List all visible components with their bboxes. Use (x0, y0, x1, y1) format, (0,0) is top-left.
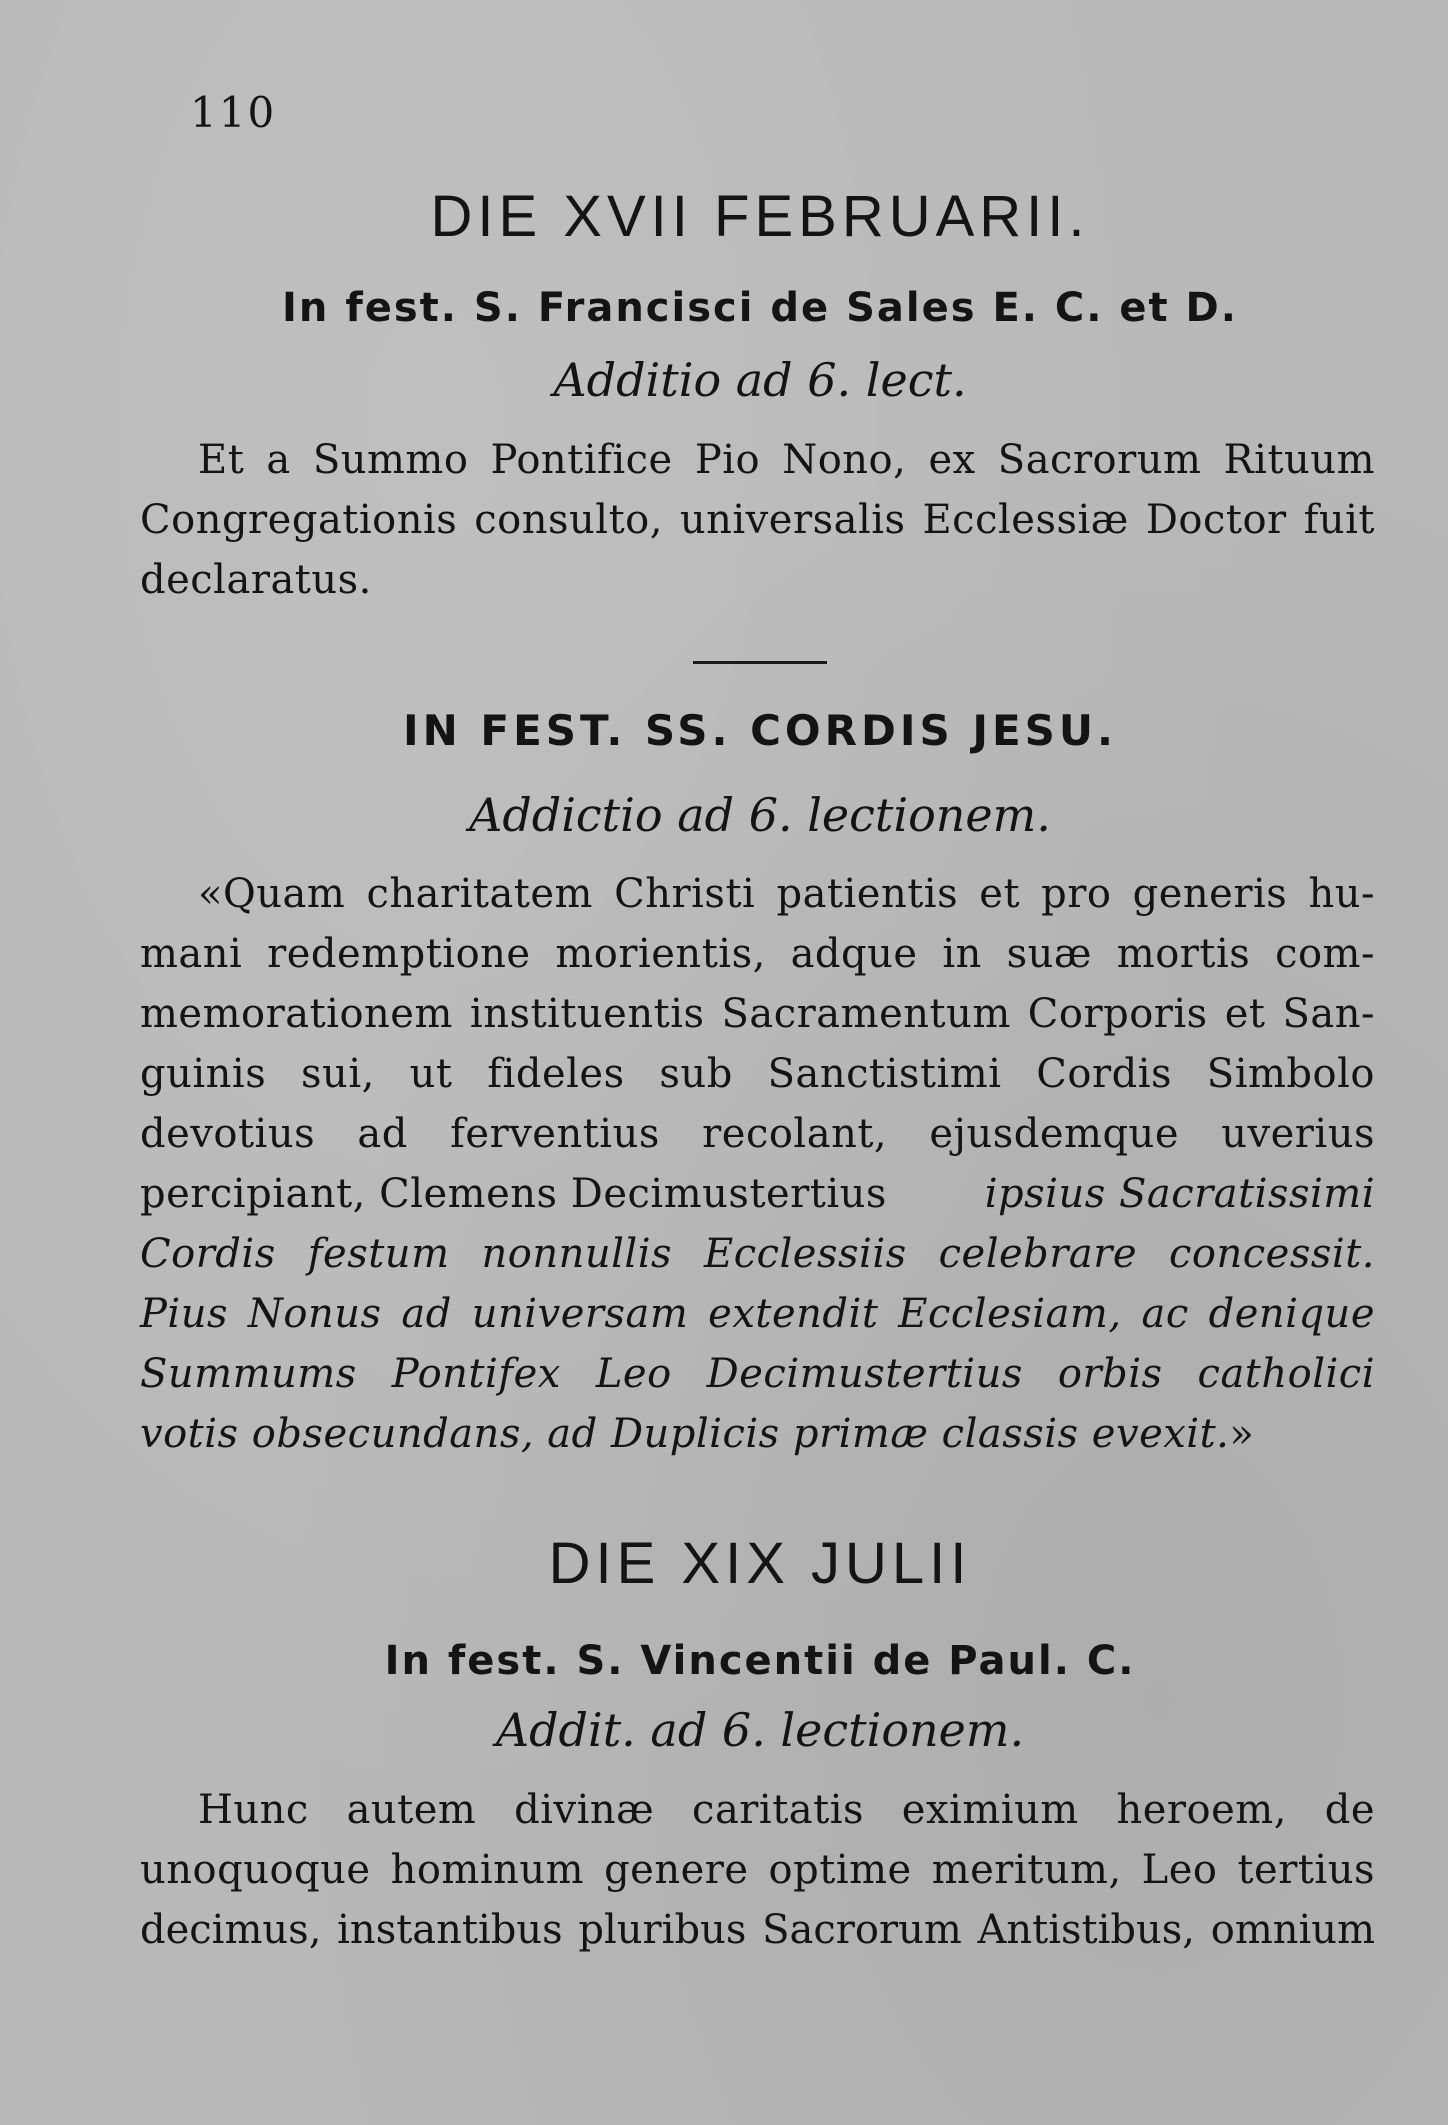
section-title-february: DIE XVII FEBRUARII. (430, 184, 1090, 249)
page-number: 110 (190, 88, 277, 137)
text-segment-italic: votis obsecundans, ad Duplicis primæ classis evexit. (140, 1411, 1230, 1457)
text-line (140, 1411, 1375, 1457)
text-segment: percipiant, Clemens Decimustertius (140, 1171, 887, 1217)
text-line: guinis sui, ut fideles sub Sanctistimi Cordis Simbolo (140, 1051, 1375, 1097)
closing-quote: » (1229, 1411, 1255, 1457)
addition-label: Addit. ad 6. lectionem. (495, 1703, 1025, 1757)
text-line: memorationem instituentis Sacramentum Corporis et San- (140, 991, 1375, 1037)
text-line: Cordis festum nonnullis Ecclessiis celebrare concessit. (140, 1231, 1375, 1277)
text-line: Pius Nonus ad universam extendit Ecclesiam, ac denique (140, 1291, 1375, 1337)
text-segment-italic: ipsius Sacratissimi (984, 1171, 1375, 1217)
text-line: Hunc autem divinæ caritatis eximium heroem, de (198, 1787, 1375, 1833)
text-line (140, 1171, 1375, 1217)
addition-label: Additio ad 6. lect. (553, 353, 967, 407)
addition-label: Addictio ad 6. lectionem. (469, 788, 1051, 842)
text-line: Summums Pontifex Leo Decimustertius orbis catholici (140, 1351, 1375, 1397)
section-divider (693, 661, 827, 664)
text-line: «Quam charitatem Christi patientis et pro generis hu- (198, 871, 1375, 917)
feast-heading-francis-de-sales: In fest. S. Francisci de Sales E. C. et D. (282, 285, 1238, 331)
text-line: decimus, instantibus pluribus Sacrorum Antistibus, omnium (140, 1907, 1375, 1953)
text-line: Et a Summo Pontifice Pio Nono, ex Sacrorum Rituum (198, 437, 1375, 483)
feast-heading-sacred-heart: IN FEST. SS. CORDIS JESU. (403, 706, 1117, 755)
text-line: mani redemptione morientis, adque in suæ mortis com- (140, 931, 1375, 977)
feast-heading-vincent-de-paul: In fest. S. Vincentii de Paul. C. (384, 1638, 1136, 1684)
text-line: unoquoque hominum genere optime meritum, Leo tertius (140, 1847, 1375, 1893)
text-line: declaratus. (140, 557, 372, 603)
text-line: devotius ad ferventius recolant, ejusdemque uverius (140, 1111, 1375, 1157)
text-line: Congregationis consulto, universalis Ecclessiæ Doctor fuit (140, 497, 1375, 543)
section-title-july: DIE XIX JULII (548, 1531, 972, 1596)
